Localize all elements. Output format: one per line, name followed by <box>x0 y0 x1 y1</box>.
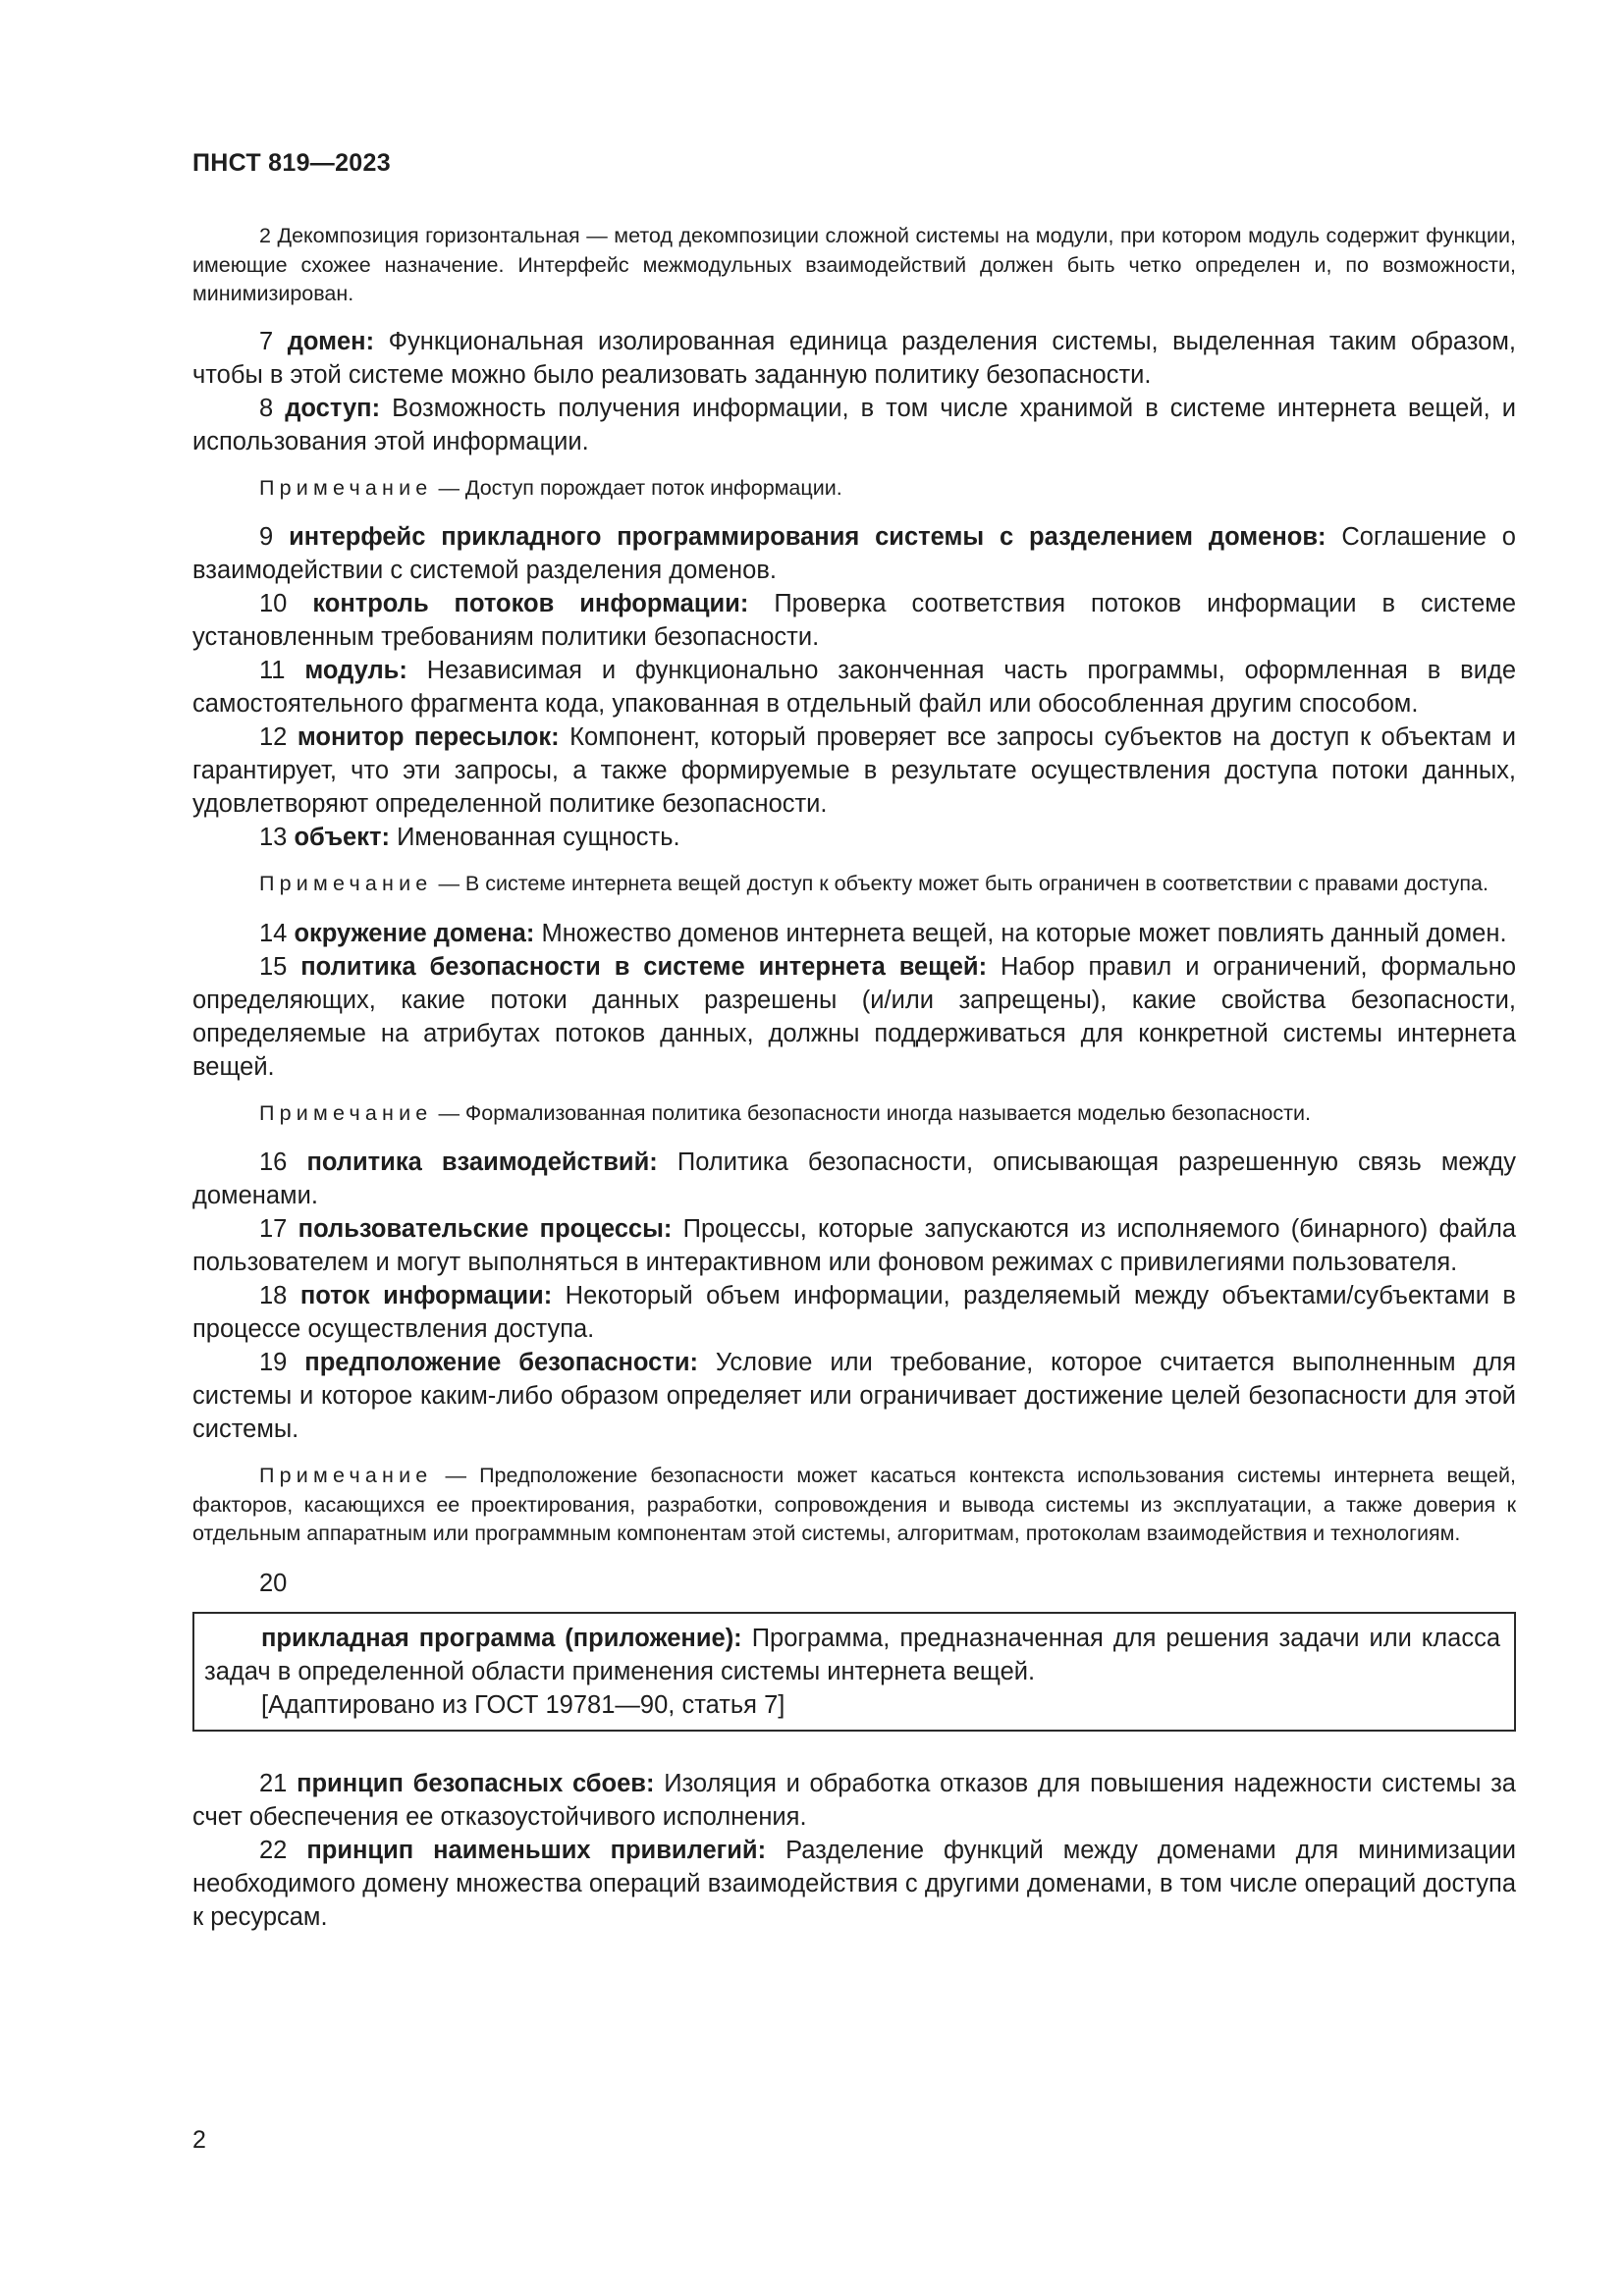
note-8: Примечание — Доступ порождает поток информации. <box>259 475 842 500</box>
term-9: 9 интерфейс прикладного программирования системы с разделением доменов: Соглашение о взаимодействии с системой разделения доменов. <box>192 523 1516 584</box>
note-15: Примечание — Формализованная политика безопасности иногда называется моделью безопасности. <box>259 1100 1311 1125</box>
term-20: прикладная программа (приложение): Программа, предназначенная для решения задачи или класса задач в определенной области применения системы интернета вещей. <box>204 1624 1500 1685</box>
term-18: 18 поток информации: Некоторый объем информации, разделяемый между объектами/субъектами в процессе осуществления доступа. <box>192 1282 1516 1343</box>
note-13: Примечание — В системе интернета вещей доступ к объекту может быть ограничен в соответствии с правами доступа. <box>259 872 1489 895</box>
term-21: 21 принцип безопасных сбоев: Изоляция и обработка отказов для повышения надежности системы за счет обеспечения ее отказоустойчивого исполнения. <box>192 1769 1516 1831</box>
term-15: 15 политика безопасности в системе интернета вещей: Набор правил и ограничений, формально определяющих, какие потоки данных разрешены (и/или запрещены), какие свойства безопасности, определяемые на атрибутах потоков данных, должны поддерживаться для конкретной системы интернета вещей. <box>192 952 1517 1081</box>
term-14: 14 окружение домена: Множество доменов интернета вещей, на которые может повлиять данный домен. <box>259 919 1507 947</box>
term-22: 22 принцип наименьших привилегий: Разделение функций между доменами для минимизации необходимого домену множества операций взаимодействия с другими доменами, в том числе операций доступа к ресурсам. <box>192 1836 1516 1931</box>
term-12: 12 монитор пересылок: Компонент, который проверяет все запросы субъектов на доступ к объектам и гарантирует, что эти запросы, а также формируемые в результате осуществления доступа потоки данных, удовлетворяют определенной политике безопасности. <box>192 723 1517 818</box>
term-10: 10 контроль потоков информации: Проверка соответствия потоков информации в системе установленным требованиям политики безопасности. <box>192 590 1517 651</box>
term-19: 19 предположение безопасности: Условие или требование, которое считается выполненным для системы и которое каким-либо образом определяет или ограничивает достижение целей безопасности для этой системы. <box>192 1349 1516 1443</box>
term-20-box <box>192 1612 1516 1732</box>
term-11: 11 модуль: Независимая и функционально законченная часть программы, оформленная в виде самостоятельного фрагмента кода, упакованная в отдельный файл или обособленная другим способом. <box>192 657 1517 718</box>
page-number: 2 <box>192 2126 206 2154</box>
document-body <box>192 222 1516 1934</box>
note-19: Примечание — Предположение безопасности может касаться контекста использования системы интернета вещей, факторов, касающихся ее проектирования, разработки, сопровождения и вывода системы из эксплуатации, а также доверия к отдельным аппаратным или программным компонентам этой системы, алгоритмам, протоколам взаимодействия и технологиям. <box>192 1464 1516 1545</box>
document-header: ПНСТ 819—2023 <box>192 149 391 177</box>
term-13: 13 объект: Именованная сущность. <box>259 824 680 851</box>
term-17: 17 пользовательские процессы: Процессы, которые запускаются из исполняемого (бинарного) файла пользователем и могут выполняться в интерактивном или фоновом режимах с привилегиями пользователя. <box>192 1215 1517 1276</box>
term-20-number: 20 <box>259 1569 288 1597</box>
term-20-reference: [Адаптировано из ГОСТ 19781—90, статья 7] <box>261 1690 785 1719</box>
term-8: 8 доступ: Возможность получения информации, в том числе хранимой в системе интернета вещей, и использования этой информации. <box>192 394 1516 455</box>
term-7: 7 домен: Функциональная изолированная единица разделения системы, выделенная таким образом, чтобы в этой системе можно было реализовать заданную политику безопасности. <box>192 327 1516 389</box>
continued-note: 2 Декомпозиция горизонтальная — метод декомпозиции сложной системы на модули, при котором модуль содержит функции, имеющие схожее назначение. Интерфейс межмодульных взаимодействий должен быть четко определен и, по возможности, минимизирован. <box>192 224 1516 305</box>
term-16: 16 политика взаимодействий: Политика безопасности, описывающая разрешенную связь между доменами. <box>192 1148 1517 1209</box>
